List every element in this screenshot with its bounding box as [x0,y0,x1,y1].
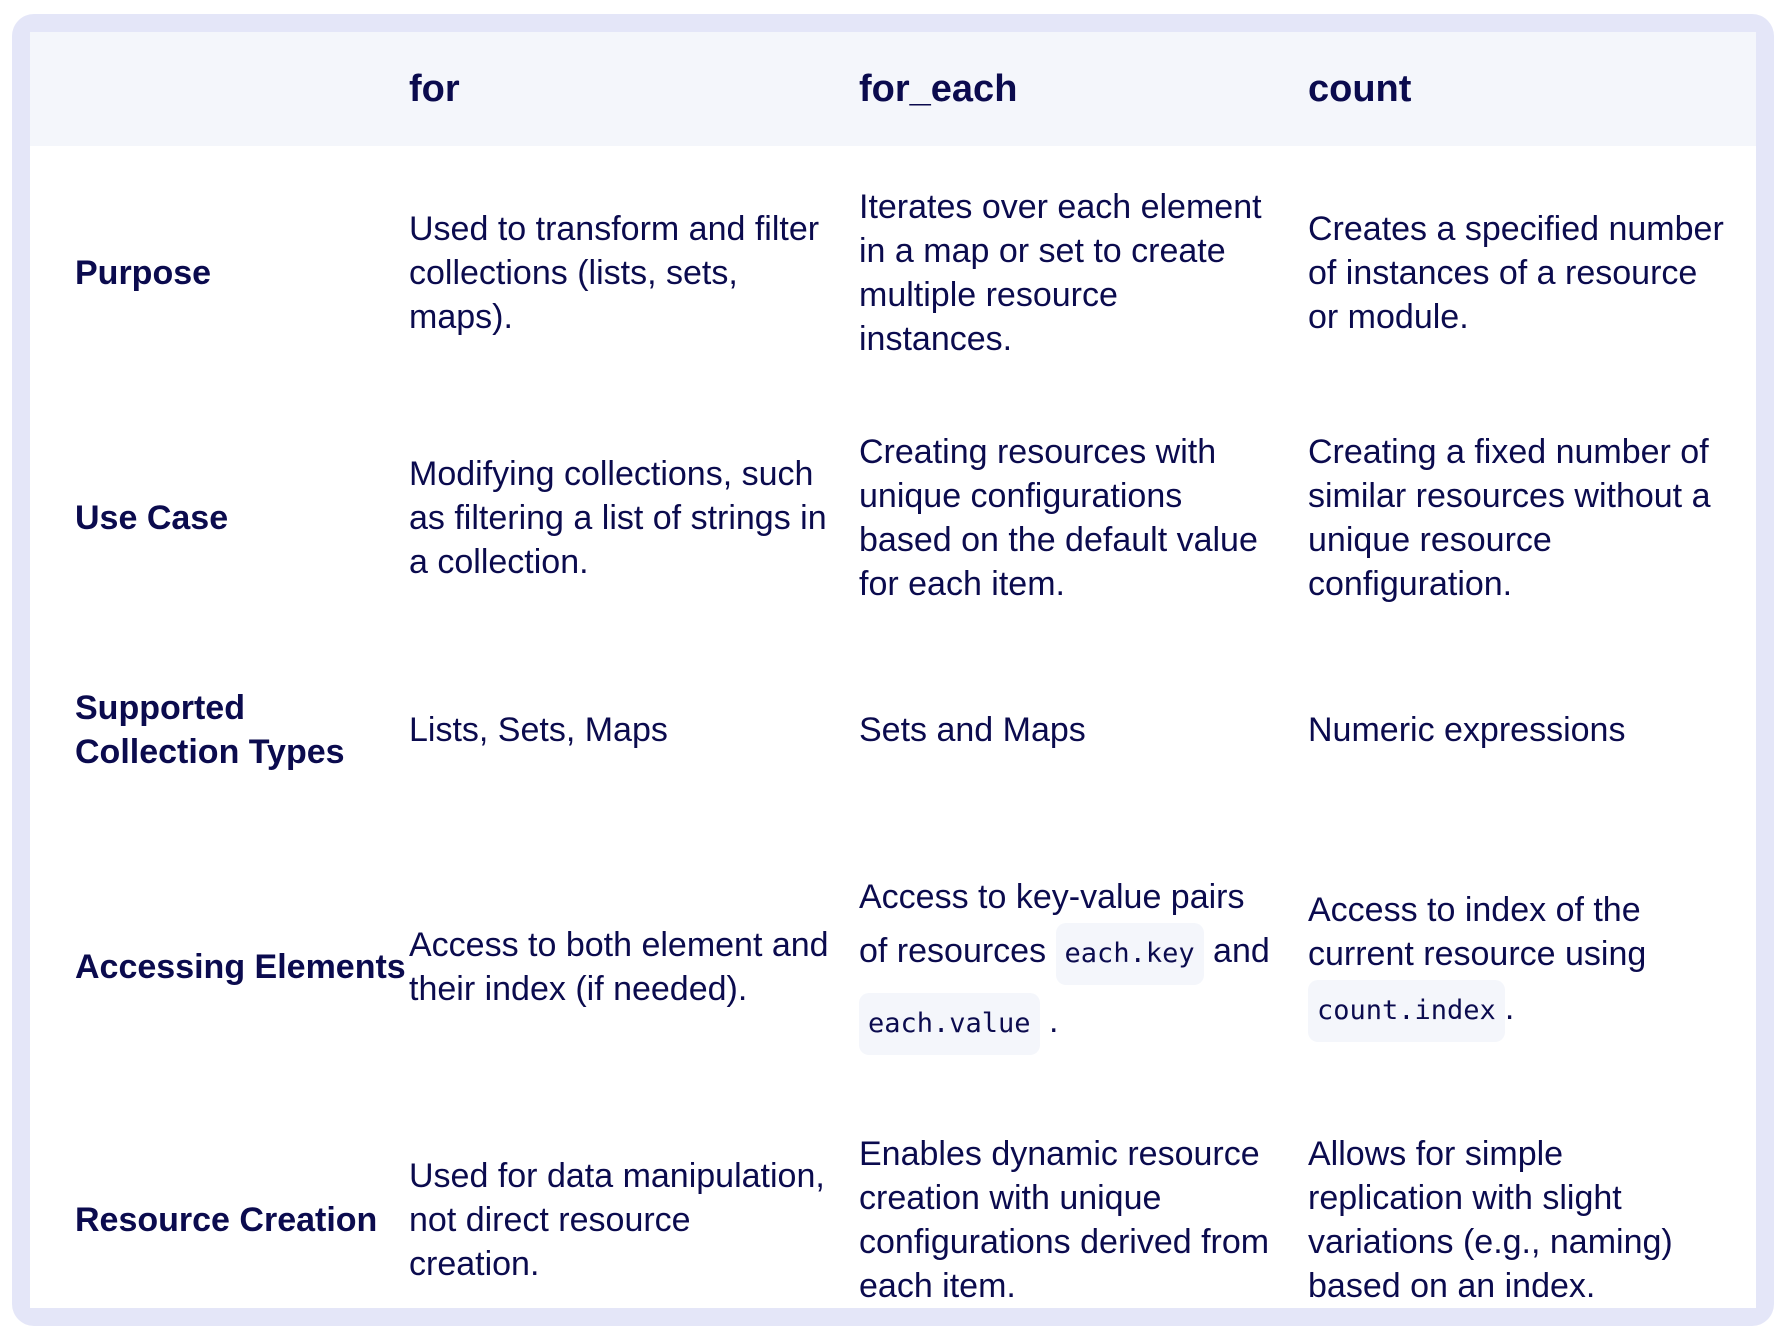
for-cell: Used for data manipulation, not direct resource creation. [409,1157,825,1283]
header-for: for [409,67,460,110]
cell-text: Access to index of the current resource using [1308,891,1647,973]
for-each-cell: Iterates over each element in a map or set to create multiple resource instances. [859,188,1262,358]
row-label: Use Case [75,499,229,537]
table-row [30,146,1756,400]
count-cell: Creating a fixed number of similar resources without a unique resource configuration. [1308,433,1711,603]
header-for-each: for_each [859,67,1018,110]
table-row [30,636,1756,824]
for-cell: Access to both element and their index (if needed). [409,926,829,1008]
count-cell [1308,824,1756,1110]
cell-text: . [1049,1002,1059,1040]
header-empty-cell [30,32,409,146]
for-cell: Lists, Sets, Maps [409,711,668,749]
row-label: Purpose [75,254,212,292]
comparison-card [30,32,1756,1308]
count-cell: Numeric expressions [1308,711,1626,749]
comparison-table [30,32,1756,1308]
for-each-cell [859,824,1308,1110]
cell-text: Access to key-value pairs of resources [859,878,1245,970]
for-cell: Used to transform and filter collections (lists, sets, maps). [409,210,820,336]
code-count-index: count.index [1308,980,1505,1042]
table-row [30,400,1756,636]
code-each-value: each.value [859,993,1040,1055]
row-label: Accessing Elements [75,948,406,986]
header-count: count [1308,67,1412,110]
for-each-cell: Enables dynamic resource creation with unique configurations derived from each item. [859,1135,1270,1305]
for-cell: Modifying collections, such as filtering a list of strings in a collection. [409,455,827,581]
code-each-key: each.key [1056,923,1204,985]
count-cell: Creates a specified number of instances of a resource or module. [1308,210,1724,336]
cell-text: and [1213,932,1270,970]
count-cell: Allows for simple replication with slight variations (e.g., naming) based on an index. [1308,1135,1673,1305]
table-row [30,824,1756,1110]
cell-text: . [1504,989,1515,1027]
row-label: Resource Creation [75,1201,378,1239]
table-frame [12,14,1774,1326]
for-each-cell: Creating resources with unique configurations based on the default value for each item. [859,433,1258,603]
table-header-row [30,32,1756,146]
table-row [30,1110,1756,1308]
for-each-cell: Sets and Maps [859,711,1086,749]
row-label: Supported Collection Types [75,689,345,771]
